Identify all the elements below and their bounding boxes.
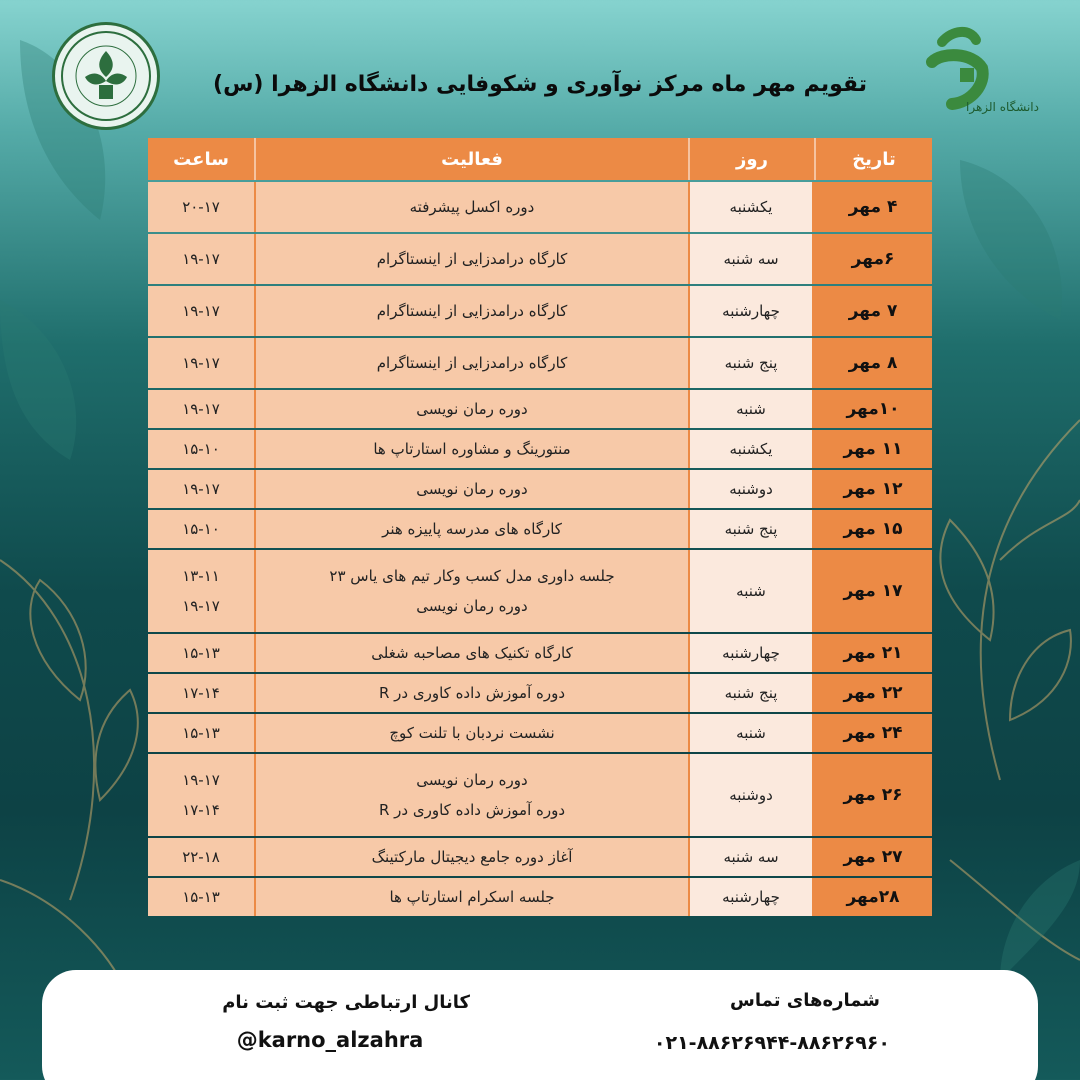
channel-handle: @karno_alzahra	[236, 1028, 424, 1052]
day-text: یکشنبه	[729, 198, 773, 216]
cell-time	[148, 878, 254, 916]
header-date: تاریخ	[814, 138, 932, 180]
cell-time	[148, 838, 254, 876]
activity-text: دوره رمان نویسی	[416, 597, 528, 615]
table-header	[148, 138, 932, 180]
cell-time	[148, 550, 254, 632]
day-text: پنج شنبه	[724, 354, 778, 372]
cell-activity	[254, 470, 688, 508]
day-text: دوشنبه	[729, 480, 773, 498]
cell-day	[688, 470, 814, 508]
cell-time	[148, 338, 254, 388]
cell-activity	[254, 714, 688, 752]
cell-date	[814, 714, 932, 752]
time-text: ۱۵-۱۳	[182, 888, 220, 906]
cell-date	[814, 754, 932, 836]
time-text: ۱۵-۱۰	[182, 520, 220, 538]
activity-text: دوره رمان نویسی	[416, 400, 528, 418]
table-row	[148, 714, 932, 752]
cell-day	[688, 182, 814, 232]
cell-date	[814, 470, 932, 508]
table-row	[148, 634, 932, 672]
activity-text: دوره اکسل پیشرفته	[409, 198, 535, 216]
cell-day	[688, 754, 814, 836]
time-text: ۲۰-۱۷	[182, 198, 220, 216]
day-text: سه شنبه	[723, 848, 779, 866]
cell-time	[148, 430, 254, 468]
cell-date	[814, 550, 932, 632]
time-text: ۱۵-۱۳	[182, 724, 220, 742]
date-text: ۷ مهر	[848, 301, 898, 321]
header-activity: فعالیت	[254, 138, 688, 180]
time-text: ۱۵-۱۳	[182, 644, 220, 662]
day-text: چهارشنبه	[722, 302, 780, 320]
table-row	[148, 510, 932, 548]
cell-activity	[254, 754, 688, 836]
cell-day	[688, 390, 814, 428]
date-text: ۲۷ مهر	[843, 847, 903, 867]
time-text: ۱۹-۱۷	[182, 597, 220, 615]
date-text: ۲۸مهر	[846, 887, 900, 907]
time-text: ۱۹-۱۷	[182, 480, 220, 498]
cell-date	[814, 390, 932, 428]
university-seal-logo	[52, 22, 160, 130]
day-text: دوشنبه	[729, 786, 773, 804]
day-text: شنبه	[736, 582, 766, 600]
time-text: ۲۲-۱۸	[182, 848, 220, 866]
cell-activity	[254, 634, 688, 672]
table-row	[148, 182, 932, 232]
table-row	[148, 286, 932, 336]
cell-day	[688, 838, 814, 876]
date-text: ۱۵ مهر	[843, 519, 903, 539]
activity-text: جلسه اسکرام استارتاپ ها	[389, 888, 555, 906]
cell-date	[814, 182, 932, 232]
cell-activity	[254, 286, 688, 336]
table-body	[148, 182, 932, 916]
footer-card	[42, 970, 1038, 1080]
table-row	[148, 674, 932, 712]
contact-numbers-label: شماره‌های تماس	[730, 990, 880, 1011]
date-text: ۴ مهر	[848, 197, 898, 217]
cell-day	[688, 286, 814, 336]
cell-day	[688, 338, 814, 388]
cell-day	[688, 234, 814, 284]
date-text: ۲۴ مهر	[843, 723, 903, 743]
day-text: سه شنبه	[723, 250, 779, 268]
cell-date	[814, 430, 932, 468]
time-text: ۱۷-۱۴	[182, 684, 220, 702]
table-row	[148, 878, 932, 916]
cell-time	[148, 182, 254, 232]
cell-activity	[254, 182, 688, 232]
table-row	[148, 430, 932, 468]
table-row	[148, 234, 932, 284]
time-text: ۱۳-۱۱	[182, 567, 220, 585]
cell-activity	[254, 550, 688, 632]
cell-time	[148, 714, 254, 752]
cell-day	[688, 510, 814, 548]
cell-time	[148, 634, 254, 672]
cell-date	[814, 878, 932, 916]
activity-text: جلسه داوری مدل کسب وکار تیم های یاس ۲۳	[329, 567, 615, 585]
cell-date	[814, 234, 932, 284]
activity-text: کارگاه های مدرسه پاییزه هنر	[382, 520, 562, 538]
cell-day	[688, 714, 814, 752]
cell-activity	[254, 674, 688, 712]
logo-caption: دانشگاه الزهرا	[965, 100, 1039, 114]
cell-activity	[254, 234, 688, 284]
activity-text: کارگاه درامدزایی از اینستاگرام	[376, 354, 568, 372]
cell-day	[688, 634, 814, 672]
cell-day	[688, 674, 814, 712]
cell-time	[148, 674, 254, 712]
time-text: ۱۹-۱۷	[182, 302, 220, 320]
activity-text: دوره آموزش داده کاوری در R	[378, 684, 566, 702]
table-row	[148, 470, 932, 508]
cell-activity	[254, 390, 688, 428]
cell-time	[148, 286, 254, 336]
cell-activity	[254, 878, 688, 916]
table-row	[148, 338, 932, 388]
cell-activity	[254, 338, 688, 388]
day-text: چهارشنبه	[722, 644, 780, 662]
time-text: ۱۹-۱۷	[182, 400, 220, 418]
time-text: ۱۹-۱۷	[182, 250, 220, 268]
activity-text: کارگاه درامدزایی از اینستاگرام	[376, 302, 568, 320]
table-row	[148, 390, 932, 428]
date-text: ۱۲ مهر	[843, 479, 903, 499]
activity-text: دوره رمان نویسی	[416, 480, 528, 498]
cell-activity	[254, 510, 688, 548]
date-text: ۱۱ مهر	[843, 439, 903, 459]
page-title: تقویم مهر ماه مرکز نوآوری و شکوفایی دانشگاه الزهرا (س)	[213, 72, 867, 97]
date-text: ۱۷ مهر	[843, 581, 903, 601]
activity-text: کارگاه تکنیک های مصاحبه شغلی	[371, 644, 573, 662]
registration-channel-label: کانال ارتباطی جهت ثبت نام	[222, 992, 470, 1013]
activity-text: نشست نردبان با تلنت کوچ	[389, 724, 555, 742]
cell-date	[814, 674, 932, 712]
day-text: شنبه	[736, 724, 766, 742]
date-text: ۶مهر	[851, 249, 895, 269]
cell-time	[148, 470, 254, 508]
cell-date	[814, 634, 932, 672]
date-text: ۲۶ مهر	[843, 785, 903, 805]
table-row	[148, 550, 932, 632]
date-text: ۲۲ مهر	[843, 683, 903, 703]
day-text: یکشنبه	[729, 440, 773, 458]
cell-date	[814, 286, 932, 336]
header-time: ساعت	[173, 148, 229, 170]
cell-time	[148, 510, 254, 548]
cell-time	[148, 754, 254, 836]
activity-text: آغاز دوره جامع دیجیتال مارکتینگ	[371, 848, 573, 866]
day-text: پنج شنبه	[724, 684, 778, 702]
date-text: ۲۱ مهر	[843, 643, 903, 663]
table-row	[148, 838, 932, 876]
header-day: روز	[688, 138, 814, 180]
cell-day	[688, 550, 814, 632]
alzahra-logo	[912, 22, 1052, 132]
contact-phone-numbers: ۰۲۱-۸۸۶۲۶۹۴۴-۸۸۶۲۶۹۶۰	[653, 1032, 890, 1054]
cell-time	[148, 390, 254, 428]
cell-day	[688, 878, 814, 916]
time-text: ۱۹-۱۷	[182, 771, 220, 789]
table-row	[148, 754, 932, 836]
date-text: ۱۰مهر	[846, 399, 900, 419]
activity-text: منتورینگ و مشاوره استارتاپ ها	[373, 440, 571, 458]
time-text: ۱۷-۱۴	[182, 801, 220, 819]
activity-text: دوره رمان نویسی	[416, 771, 528, 789]
day-text: شنبه	[736, 400, 766, 418]
cell-activity	[254, 430, 688, 468]
calendar-table	[148, 138, 932, 916]
date-text: ۸ مهر	[848, 353, 898, 373]
cell-day	[688, 430, 814, 468]
cell-date	[814, 510, 932, 548]
day-text: چهارشنبه	[722, 888, 780, 906]
time-text: ۱۵-۱۰	[182, 440, 220, 458]
activity-text: دوره آموزش داده کاوری در R	[378, 801, 566, 819]
cell-time	[148, 234, 254, 284]
cell-date	[814, 838, 932, 876]
cell-date	[814, 338, 932, 388]
day-text: پنج شنبه	[724, 520, 778, 538]
activity-text: کارگاه درامدزایی از اینستاگرام	[376, 250, 568, 268]
time-text: ۱۹-۱۷	[182, 354, 220, 372]
cell-activity	[254, 838, 688, 876]
